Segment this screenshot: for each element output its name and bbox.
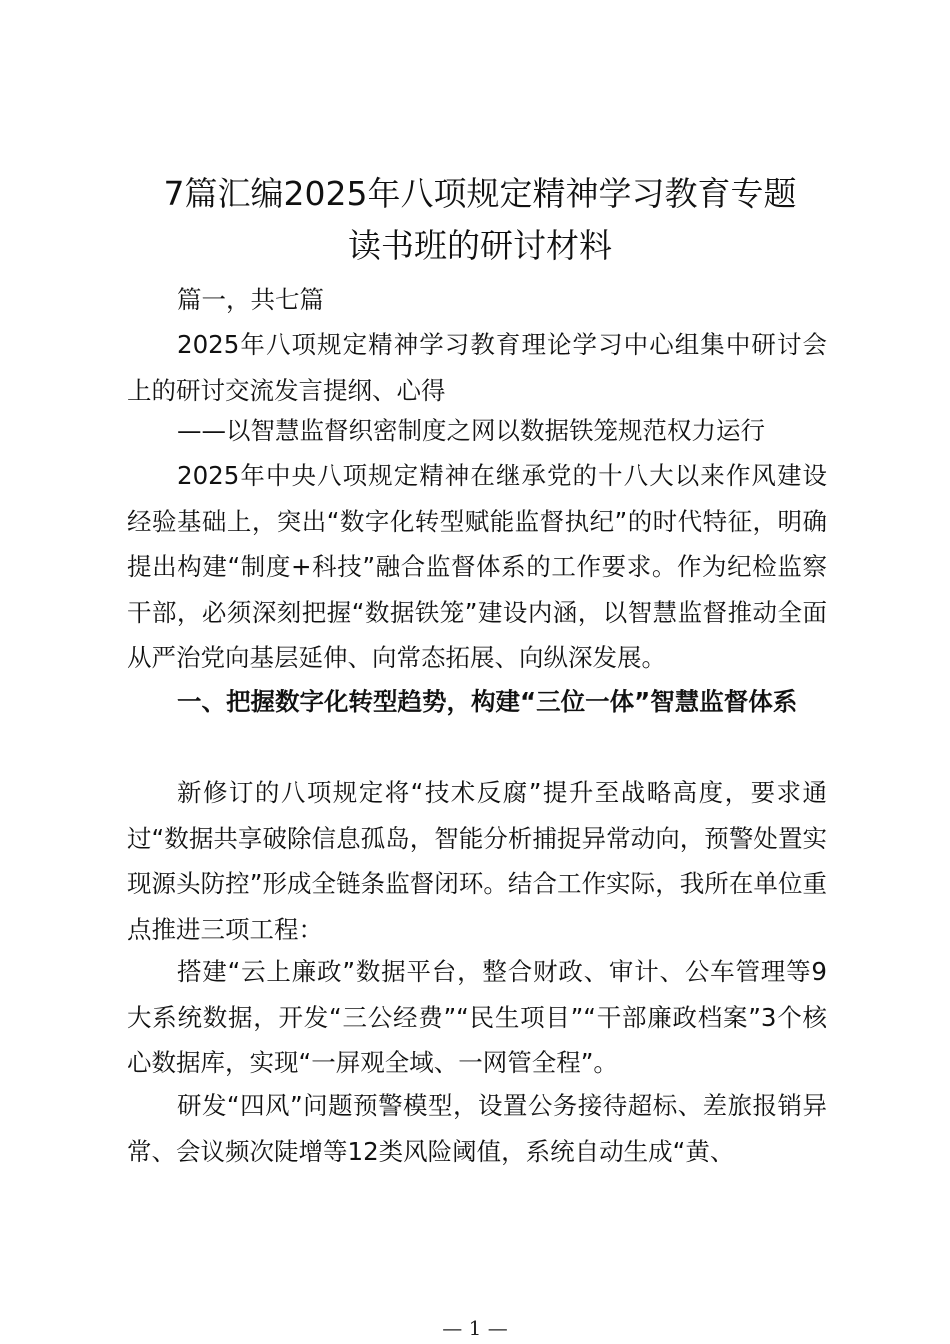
section-heading-1: 一、把握数字化转型趋势，构建“三位一体”智慧监督体系 xyxy=(177,687,798,716)
body-paragraph-1: 新修订的八项规定将“技术反腐”提升至战略高度，要求通过“数据共享破除信息孤岛，智能分析捕捉异常动向，预警处置实现源头防控”形成全链条监督闭环。结合工作实际，我所在单位重点推进三项工程： xyxy=(127,778,827,944)
document-title-line-2: 读书班的研讨材料 xyxy=(348,226,612,265)
subtitle: 2025年八项规定精神学习教育理论学习中心组集中研讨会上的研讨交流发言提纲、心得 xyxy=(127,330,827,405)
section-tag: 篇一，共七篇 xyxy=(177,285,324,314)
body-paragraph-2: 搭建“云上廉政”数据平台，整合财政、审计、公车管理等9大系统数据，开发“三公经费”“民生项目”“干部廉政档案”3个核心数据库，实现“一屏观全域、一网管全程”。 xyxy=(127,957,827,1077)
body-paragraph-3: 研发“四风”问题预警模型，设置公务接待超标、差旅报销异常、会议频次陡增等12类风险阈值，系统自动生成“黄、 xyxy=(127,1091,827,1166)
dash-subtitle: ——以智慧监督织密制度之网以数据铁笼规范权力运行 xyxy=(177,416,765,445)
page-number: — 1 — xyxy=(442,1316,508,1340)
intro-paragraph: 2025年中央八项规定精神在继承党的十八大以来作风建设经验基础上，突出“数字化转型赋能监督执纪”的时代特征，明确提出构建“制度+科技”融合监督体系的工作要求。作为纪检监察干部，必须深刻把握“数据铁笼”建设内涵，以智慧监督推动全面从严治党向基层延伸、向常态拓展、向纵深发展。 xyxy=(127,461,827,672)
document-title-line-1: 7篇汇编2025年八项规定精神学习教育专题 xyxy=(163,174,797,213)
